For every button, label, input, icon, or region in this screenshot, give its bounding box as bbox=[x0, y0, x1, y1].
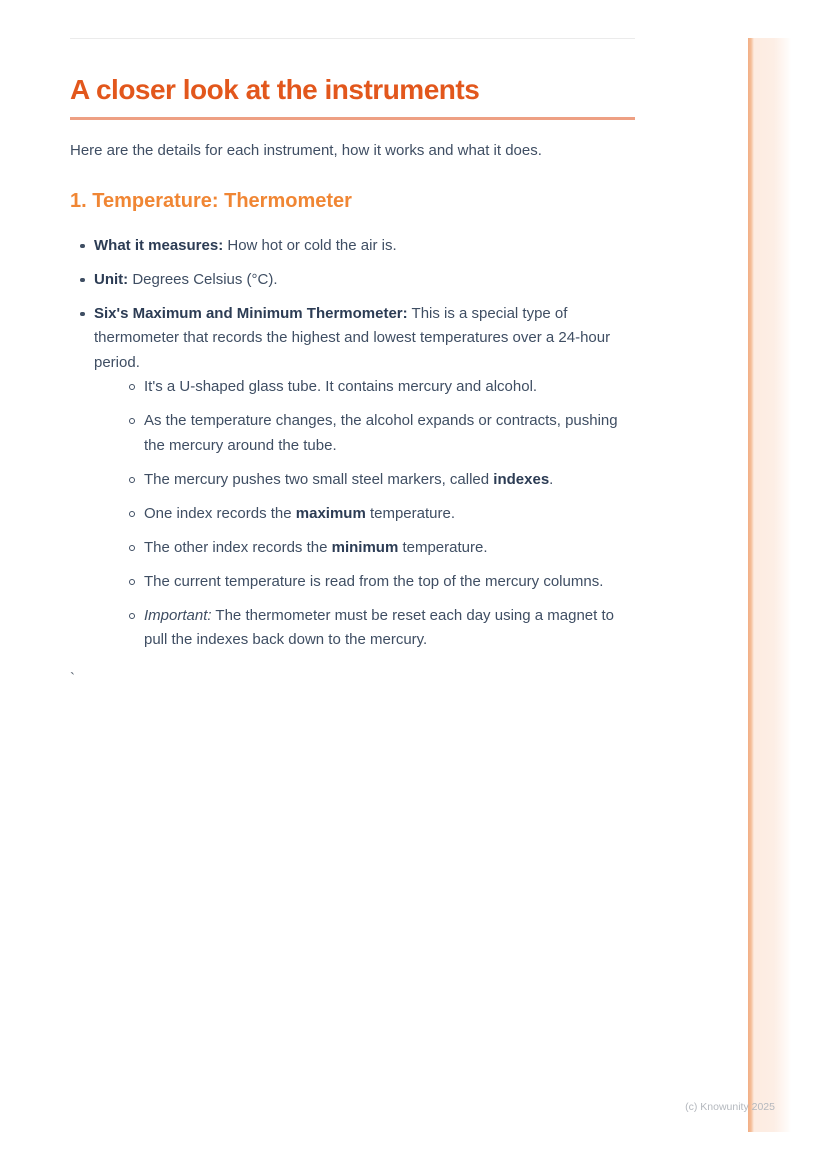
bullet-text: This is a special type of thermometer that records the highest and lowest temperatures over a 24-hour period. bbox=[94, 304, 611, 371]
sub-bullet-text: One index records the bbox=[144, 504, 296, 522]
stray-backtick: ` bbox=[70, 669, 75, 687]
bullet-label: What it measures: bbox=[94, 236, 224, 254]
sub-bullet-italic: Important: bbox=[144, 606, 212, 624]
section-heading: 1. Temperature: Thermometer bbox=[70, 189, 352, 212]
sub-bullet-text: As the temperature changes, the alcohol expands or contracts, pushing the mercury around the tube. bbox=[144, 412, 618, 454]
sub-bullet-item bbox=[120, 604, 635, 653]
bullet-list bbox=[70, 234, 635, 653]
sub-bullet-item bbox=[120, 468, 635, 493]
bullet-label: Six's Maximum and Minimum Thermometer: bbox=[94, 304, 408, 322]
sub-bullet-item bbox=[120, 375, 635, 400]
sub-bullet-item bbox=[120, 570, 635, 595]
bullet-item-measures bbox=[70, 234, 635, 259]
page-title: A closer look at the instruments bbox=[70, 74, 480, 105]
bullet-text: Degrees Celsius (°C). bbox=[128, 270, 278, 288]
sub-bullet-text: The other index records the bbox=[144, 538, 332, 556]
bullet-text: How hot or cold the air is. bbox=[223, 236, 397, 254]
sub-bullet-text: The mercury pushes two small steel markers, called bbox=[144, 470, 494, 488]
side-stripe bbox=[748, 38, 791, 1132]
sub-bullet-text: The current temperature is read from the top of the mercury columns. bbox=[144, 572, 604, 590]
sub-bullet-text: temperature. bbox=[365, 504, 456, 522]
bullet-label: Unit: bbox=[94, 270, 129, 288]
sub-bullet-text: . bbox=[549, 470, 554, 488]
sub-bullet-item bbox=[120, 409, 635, 458]
sub-bullet-bold: indexes bbox=[493, 470, 550, 488]
bullet-item-sixs-thermometer bbox=[70, 302, 635, 653]
sub-bullet-text: temperature. bbox=[398, 538, 488, 556]
sub-bullet-item bbox=[120, 536, 635, 561]
sub-bullet-bold: minimum bbox=[331, 538, 399, 556]
footer-copyright: (c) Knowunity 2025 bbox=[685, 1101, 775, 1113]
sub-bullet-item bbox=[120, 502, 635, 527]
bullet-item-unit bbox=[70, 268, 635, 293]
title-divider bbox=[70, 117, 635, 120]
sub-bullet-list bbox=[120, 375, 635, 653]
sub-bullet-bold: maximum bbox=[295, 504, 366, 522]
sub-bullet-text: It's a U-shaped glass tube. It contains mercury and alcohol. bbox=[144, 378, 538, 395]
intro-text: Here are the details for each instrument, how it works and what it does. bbox=[70, 142, 542, 159]
page-content bbox=[70, 38, 635, 691]
sub-bullet-text: The thermometer must be reset each day using a magnet to pull the indexes back down to the mercury. bbox=[144, 606, 614, 648]
